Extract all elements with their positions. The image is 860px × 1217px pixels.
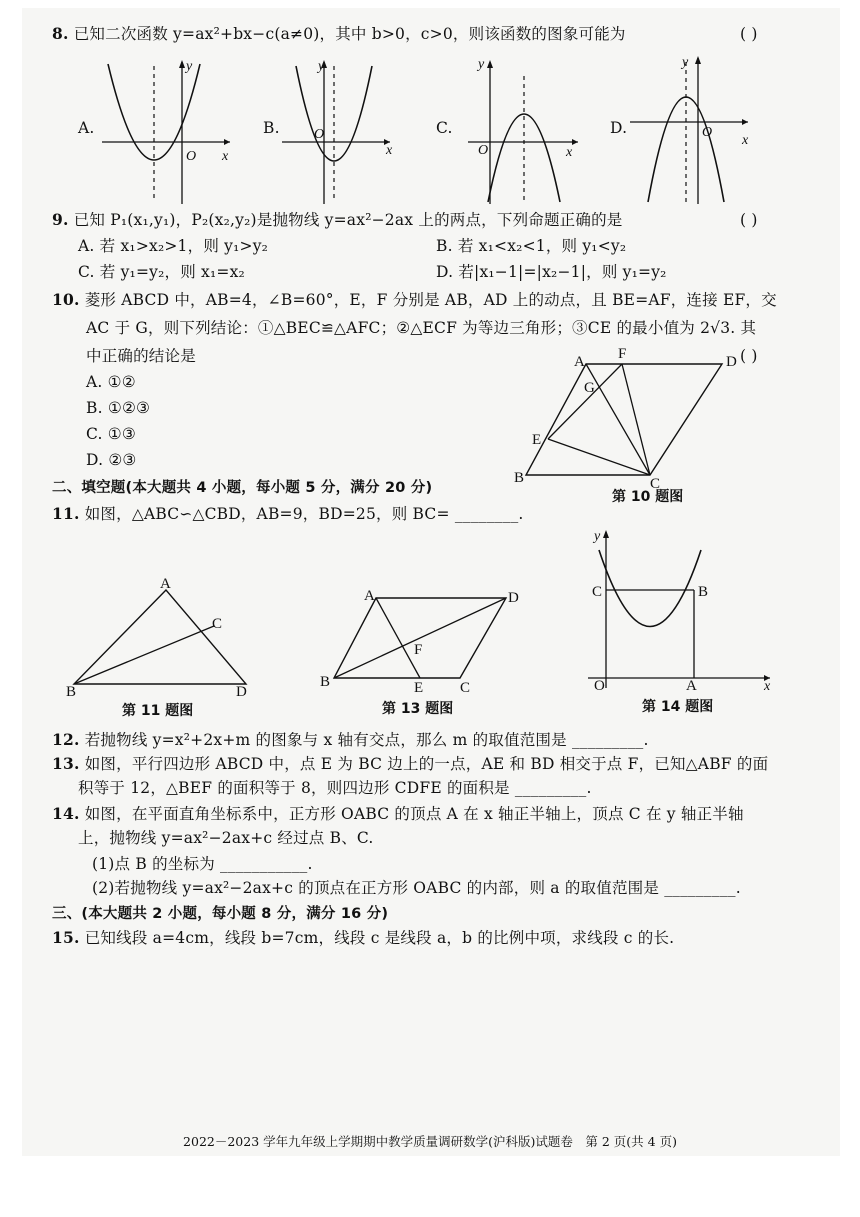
- q8c-axis-y: y: [478, 57, 485, 72]
- q10-text-3: 中正确的结论是: [86, 347, 196, 365]
- q11-text: 如图，△ABC∽△CBD，AB=9，BD=25，则 BC=: [84, 505, 450, 523]
- q14-number: 14.: [52, 804, 80, 823]
- q13-label-b: B: [320, 674, 331, 690]
- q9-text: 已知 P₁(x₁,y₁)，P₂(x₂,y₂)是抛物线 y=ax²−2ax 上的两点，下列命题正确的是: [73, 211, 623, 229]
- q10-label-b: B: [514, 470, 525, 486]
- q13-figure: [316, 586, 526, 696]
- q11-label-b: B: [66, 684, 77, 700]
- q10-label-a: A: [574, 354, 585, 370]
- q15-line: [52, 928, 674, 948]
- q11-line: [52, 504, 524, 524]
- q9-option-a: A. 若 x₁>x₂>1，则 y₁>y₂: [78, 237, 269, 255]
- q9-option-c: C. 若 y₁=y₂，则 x₁=x₂: [78, 263, 245, 281]
- q15-text: 已知线段 a=4cm，线段 b=7cm，线段 c 是线段 a，b 的比例中项，求线段 c 的长.: [84, 929, 675, 947]
- q14-text-1: 如图，在平面直角坐标系中，正方形 OABC 的顶点 A 在 x 轴正半轴上，顶点 C 在 y 轴正半轴: [84, 805, 744, 823]
- q13-number: 13.: [52, 754, 80, 773]
- q10-bracket: ( ): [740, 347, 758, 365]
- q10-label-d: D: [726, 354, 737, 370]
- q14-sub1: [92, 854, 313, 874]
- q8b-axis-y: y: [318, 59, 325, 74]
- q8d-axis-x: x: [742, 133, 749, 148]
- q14-caption: 第 14 题图: [642, 699, 714, 715]
- q14-label-b: B: [698, 584, 709, 600]
- q14-sub2: [92, 878, 741, 898]
- q14-line1: [52, 804, 744, 824]
- q9-number: 9.: [52, 210, 69, 229]
- q14-sub2-blank[interactable]: _________.: [664, 879, 741, 897]
- q13-label-f: F: [414, 642, 423, 658]
- q8-option-b-label: B.: [263, 119, 280, 137]
- q10-label-c: C: [650, 476, 661, 492]
- q10-option-d: D. ②③: [86, 451, 137, 469]
- q8-bracket: ( ): [740, 25, 758, 43]
- q10-label-f: F: [618, 346, 627, 362]
- q13-line1: [52, 754, 768, 774]
- q14-label-o: O: [594, 678, 605, 694]
- q13-text-2: 积等于 12，△BEF 的面积等于 8，则四边形 CDFE 的面积是: [78, 779, 510, 797]
- q14-figure: [588, 528, 778, 694]
- q12-answer-blank[interactable]: _________.: [571, 731, 649, 749]
- q14-label-c: C: [592, 584, 603, 600]
- q11-label-a: A: [160, 576, 171, 592]
- q13-line2: [78, 778, 592, 798]
- q12-text: 若抛物线 y=x²+2x+m 的图象与 x 轴有交点，那么 m 的取值范围是: [84, 731, 567, 749]
- q12-number: 12.: [52, 730, 80, 749]
- q8-option-a-label: A.: [78, 119, 95, 137]
- q10-label-g: G: [584, 380, 595, 396]
- q10-caption: 第 10 题图: [612, 489, 684, 505]
- q10-text-2: AC 于 G，则下列结论：①△BEC≌△AFC；②△ECF 为等边三角形；③CE 的最小值为 2√3. 其: [86, 319, 757, 337]
- q14-text-2: 上，抛物线 y=ax²−2ax+c 经过点 B、C.: [78, 829, 374, 847]
- q8-graph-b: [280, 56, 400, 206]
- q8a-origin: O: [186, 149, 197, 164]
- q13-caption: 第 13 题图: [382, 701, 454, 717]
- q8a-axis-y: y: [186, 59, 193, 74]
- q13-label-c: C: [460, 680, 471, 696]
- q8-graph-a: [98, 56, 238, 206]
- q10-number: 10.: [52, 290, 80, 309]
- q13-label-e: E: [414, 680, 424, 696]
- q8c-axis-x: x: [566, 145, 573, 160]
- q8-graph-d: [630, 52, 760, 208]
- q14-sub1-blank[interactable]: ___________.: [220, 855, 313, 873]
- section-2-heading: 二、填空题(本大题共 4 小题，每小题 5 分，满分 20 分): [52, 480, 433, 496]
- q8-option-c-label: C.: [436, 119, 453, 137]
- q8d-axis-y: y: [682, 55, 689, 70]
- q9-option-d: D. 若|x₁−1|=|x₂−1|，则 y₁=y₂: [436, 263, 667, 281]
- q8-number: 8.: [52, 24, 69, 43]
- q13-text-1: 如图，平行四边形 ABCD 中，点 E 为 BC 边上的一点，AE 和 BD 相交于点 F，已知△ABF 的面: [84, 755, 769, 773]
- q11-label-d: D: [236, 684, 247, 700]
- q10-text-1: 菱形 ABCD 中，AB=4，∠B=60°，E，F 分别是 AB，AD 上的动点，且 BE=AF，连接 EF，交: [84, 291, 777, 309]
- q9-bracket: ( ): [740, 211, 758, 229]
- q14-label-x: x: [764, 679, 771, 694]
- q14-sub2-text: (2)若抛物线 y=ax²−2ax+c 的顶点在正方形 OABC 的内部，则 a 的取值范围是: [92, 879, 660, 897]
- q8-graph-c: [462, 56, 592, 206]
- q14-sub1-text: (1)点 B 的坐标为: [92, 855, 215, 873]
- q11-label-c: C: [212, 616, 223, 632]
- q9-option-b: B. 若 x₁<x₂<1，则 y₁<y₂: [436, 237, 627, 255]
- section-3-heading: 三、(本大题共 2 小题，每小题 8 分，满分 16 分): [52, 906, 389, 922]
- q8d-origin: O: [702, 125, 713, 140]
- q11-figure: [60, 578, 260, 698]
- q12-line: [52, 730, 649, 750]
- q9-line: [52, 210, 622, 230]
- q8a-axis-x: x: [222, 149, 229, 164]
- q8b-origin: O: [314, 127, 325, 142]
- q14-label-a: A: [686, 678, 697, 694]
- q10-figure: [510, 340, 770, 490]
- q8-option-d-label: D.: [610, 119, 628, 137]
- q13-label-d: D: [508, 590, 519, 606]
- q14-label-y: y: [594, 529, 601, 544]
- q11-number: 11.: [52, 504, 80, 523]
- q10-line1: [52, 290, 777, 310]
- q10-option-a: A. ①②: [86, 373, 136, 391]
- page-footer: 2022－2023 学年九年级上学期期中教学质量调研数学(沪科版)试题卷 第 2 页(共 4 页): [183, 1134, 677, 1149]
- q10-label-e: E: [532, 432, 542, 448]
- q8b-axis-x: x: [386, 143, 393, 158]
- q13-answer-blank[interactable]: _________.: [514, 779, 592, 797]
- q8-text: 已知二次函数 y=ax²+bx−c(a≠0)，其中 b>0，c>0，则该函数的图象可能为: [73, 25, 626, 43]
- q8-line: [52, 24, 626, 44]
- q13-label-a: A: [364, 588, 375, 604]
- q10-option-c: C. ①③: [86, 425, 136, 443]
- q10-option-b: B. ①②③: [86, 399, 151, 417]
- q15-number: 15.: [52, 928, 80, 947]
- q11-answer-blank[interactable]: ________.: [454, 505, 524, 523]
- q8c-origin: O: [478, 143, 489, 158]
- q11-caption: 第 11 题图: [122, 703, 194, 719]
